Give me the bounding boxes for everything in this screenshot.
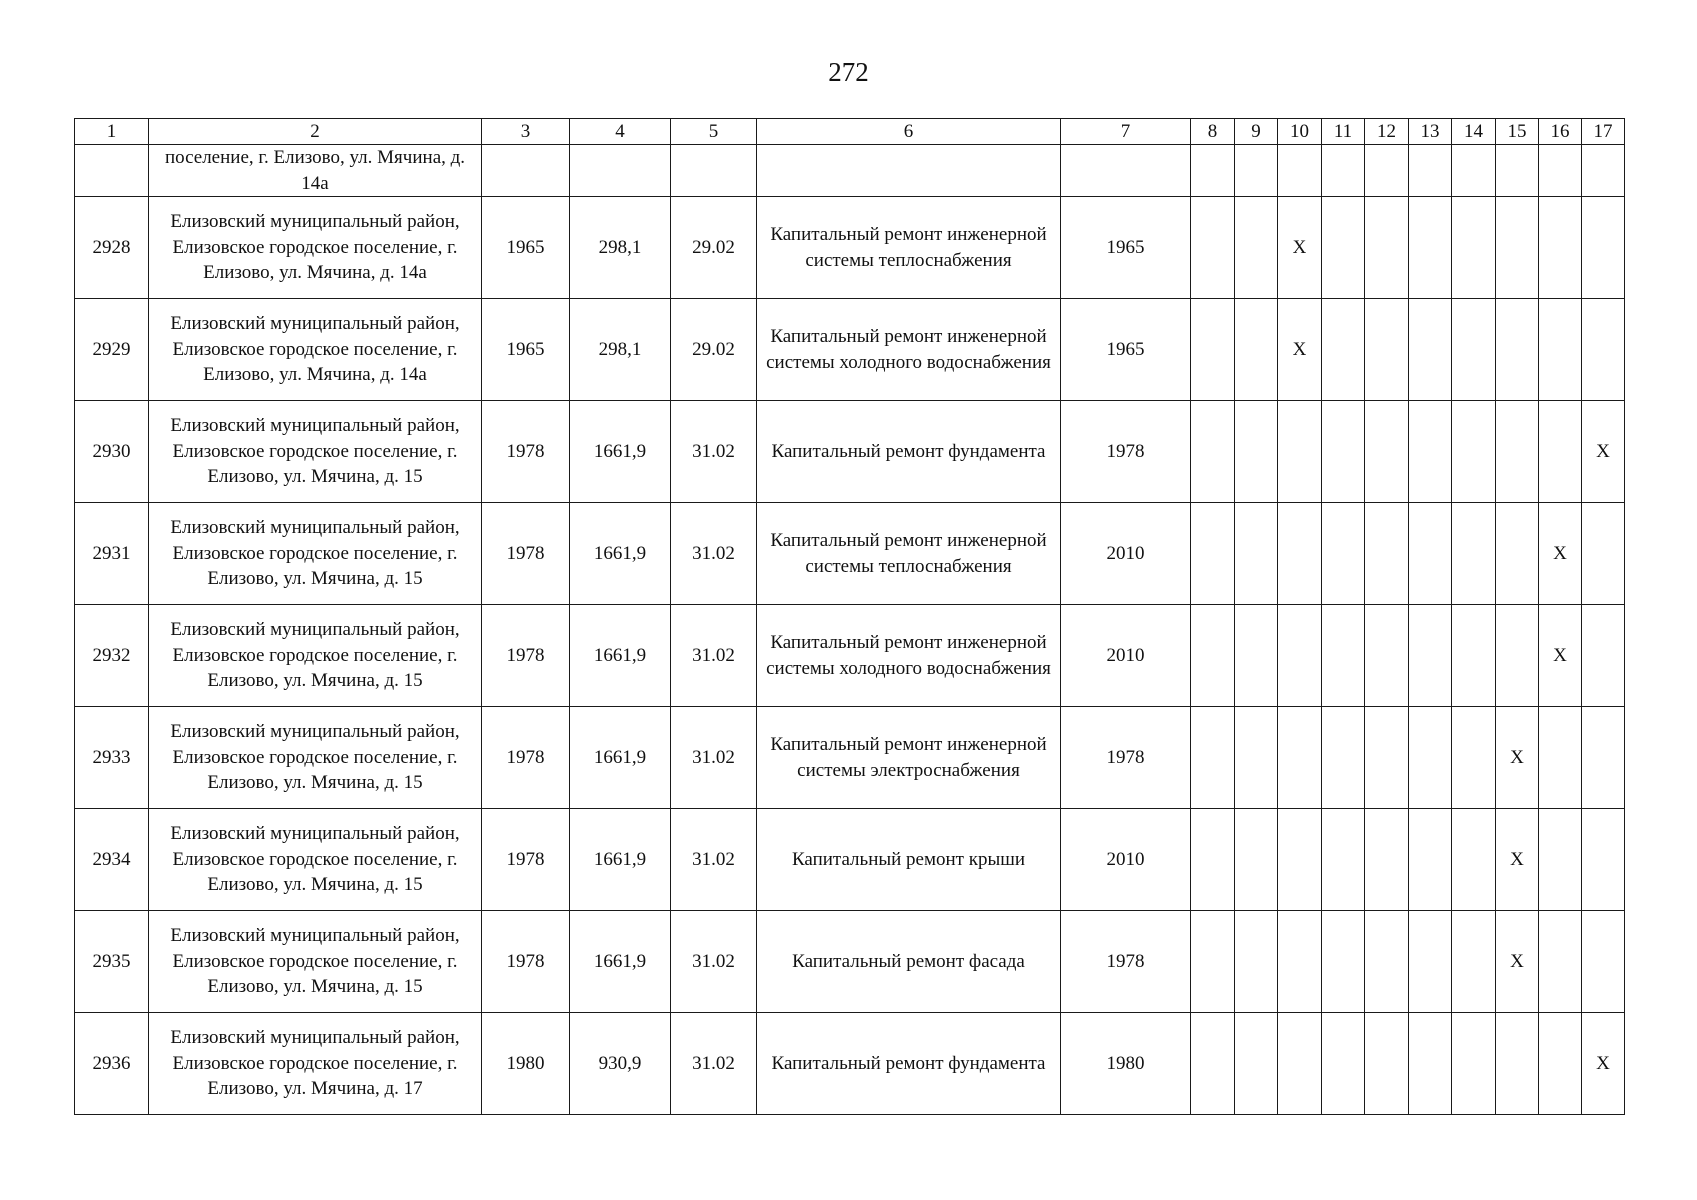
cell-mark <box>1278 809 1322 911</box>
cell-mark <box>1322 299 1365 401</box>
table-row <box>75 1013 1625 1115</box>
column-header-2: 2 <box>149 119 482 145</box>
cell-mark <box>1452 503 1496 605</box>
column-header-17: 17 <box>1582 119 1625 145</box>
cell-mark <box>1452 299 1496 401</box>
cell-mark <box>1235 809 1278 911</box>
cell-mark: X <box>1539 605 1582 707</box>
cell-address: поселение, г. Елизово, ул. Мячина, д. 14а <box>149 145 482 197</box>
cell-mark <box>1365 299 1409 401</box>
table-row <box>75 299 1625 401</box>
cell-mark <box>1365 911 1409 1013</box>
cell-num: 2936 <box>75 1013 149 1115</box>
cell-mark <box>1322 707 1365 809</box>
cell-mark <box>1235 197 1278 299</box>
cell-mark <box>1539 299 1582 401</box>
cell-mark <box>1409 605 1452 707</box>
cell-mark <box>1278 605 1322 707</box>
cell-year: 1965 <box>482 197 570 299</box>
column-header-6: 6 <box>757 119 1061 145</box>
cell-mark <box>1365 145 1409 197</box>
cell-mark <box>1452 707 1496 809</box>
cell-code: 31.02 <box>671 707 757 809</box>
cell-address: Елизовский муниципальный район, Елизовское городское поселение, г. Елизово, ул. Мячина, д. 14а <box>149 299 482 401</box>
cell-year: 1978 <box>482 503 570 605</box>
cell-year <box>482 145 570 197</box>
cell-mark <box>1582 197 1625 299</box>
cell-mark <box>1322 197 1365 299</box>
cell-mark <box>1191 605 1235 707</box>
cell-mark <box>1365 707 1409 809</box>
cell-mark <box>1365 197 1409 299</box>
cell-mark <box>1322 401 1365 503</box>
cell-num: 2928 <box>75 197 149 299</box>
column-header-9: 9 <box>1235 119 1278 145</box>
cell-mark <box>1235 707 1278 809</box>
cell-mark <box>1496 197 1539 299</box>
cell-area: 1661,9 <box>570 809 671 911</box>
cell-area: 930,9 <box>570 1013 671 1115</box>
column-header-3: 3 <box>482 119 570 145</box>
cell-mark: X <box>1582 1013 1625 1115</box>
cell-mark <box>1322 809 1365 911</box>
cell-mark <box>1409 401 1452 503</box>
column-header-5: 5 <box>671 119 757 145</box>
cell-area: 298,1 <box>570 299 671 401</box>
cell-address: Елизовский муниципальный район, Елизовское городское поселение, г. Елизово, ул. Мячина, д. 17 <box>149 1013 482 1115</box>
cell-mark <box>1322 503 1365 605</box>
cell-code: 31.02 <box>671 1013 757 1115</box>
table-row <box>75 809 1625 911</box>
cell-mark <box>1191 145 1235 197</box>
cell-area: 1661,9 <box>570 707 671 809</box>
cell-year2: 1965 <box>1061 299 1191 401</box>
cell-code: 31.02 <box>671 503 757 605</box>
cell-mark <box>1539 197 1582 299</box>
cell-address: Елизовский муниципальный район, Елизовское городское поселение, г. Елизово, ул. Мячина, д. 14а <box>149 197 482 299</box>
cell-work: Капитальный ремонт фундамента <box>757 1013 1061 1115</box>
column-header-15: 15 <box>1496 119 1539 145</box>
cell-code: 31.02 <box>671 809 757 911</box>
cell-mark <box>1452 401 1496 503</box>
cell-year: 1965 <box>482 299 570 401</box>
column-header-10: 10 <box>1278 119 1322 145</box>
cell-num: 2934 <box>75 809 149 911</box>
cell-mark <box>1365 605 1409 707</box>
cell-code: 31.02 <box>671 911 757 1013</box>
cell-mark <box>1539 707 1582 809</box>
cell-year: 1978 <box>482 401 570 503</box>
table-row <box>75 605 1625 707</box>
column-header-8: 8 <box>1191 119 1235 145</box>
cell-address: Елизовский муниципальный район, Елизовское городское поселение, г. Елизово, ул. Мячина, д. 15 <box>149 605 482 707</box>
cell-work: Капитальный ремонт крыши <box>757 809 1061 911</box>
cell-mark <box>1539 809 1582 911</box>
column-header-14: 14 <box>1452 119 1496 145</box>
column-header-13: 13 <box>1409 119 1452 145</box>
cell-mark: X <box>1278 197 1322 299</box>
cell-mark <box>1235 401 1278 503</box>
cell-work: Капитальный ремонт инженерной системы теплоснабжения <box>757 503 1061 605</box>
cell-mark <box>1496 401 1539 503</box>
cell-area: 1661,9 <box>570 503 671 605</box>
cell-mark <box>1539 1013 1582 1115</box>
column-header-1: 1 <box>75 119 149 145</box>
cell-mark <box>1582 605 1625 707</box>
cell-work: Капитальный ремонт инженерной системы электроснабжения <box>757 707 1061 809</box>
cell-mark <box>1278 707 1322 809</box>
cell-mark <box>1365 503 1409 605</box>
cell-mark <box>1409 707 1452 809</box>
cell-mark <box>1582 911 1625 1013</box>
cell-mark <box>1235 1013 1278 1115</box>
cell-year2: 2010 <box>1061 503 1191 605</box>
cell-code: 31.02 <box>671 605 757 707</box>
cell-mark <box>1235 299 1278 401</box>
cell-work: Капитальный ремонт фундамента <box>757 401 1061 503</box>
cell-num: 2932 <box>75 605 149 707</box>
cell-mark <box>1452 605 1496 707</box>
cell-mark <box>1322 145 1365 197</box>
header-row <box>75 119 1625 145</box>
cell-mark <box>1365 809 1409 911</box>
continuation-row <box>75 145 1625 197</box>
cell-year: 1978 <box>482 809 570 911</box>
cell-year2: 2010 <box>1061 605 1191 707</box>
cell-mark <box>1539 401 1582 503</box>
cell-year: 1978 <box>482 707 570 809</box>
cell-mark <box>1322 1013 1365 1115</box>
cell-mark <box>1582 503 1625 605</box>
cell-mark <box>1278 911 1322 1013</box>
column-header-12: 12 <box>1365 119 1409 145</box>
cell-code: 29.02 <box>671 299 757 401</box>
cell-code: 31.02 <box>671 401 757 503</box>
cell-mark <box>1539 145 1582 197</box>
cell-mark <box>1496 605 1539 707</box>
cell-mark: X <box>1539 503 1582 605</box>
cell-mark <box>1191 707 1235 809</box>
cell-mark <box>1191 299 1235 401</box>
column-header-11: 11 <box>1322 119 1365 145</box>
cell-year: 1978 <box>482 605 570 707</box>
cell-mark <box>1191 503 1235 605</box>
cell-mark <box>1452 911 1496 1013</box>
cell-num <box>75 145 149 197</box>
cell-mark <box>1496 299 1539 401</box>
cell-mark <box>1322 911 1365 1013</box>
cell-mark: X <box>1496 911 1539 1013</box>
cell-work: Капитальный ремонт инженерной системы теплоснабжения <box>757 197 1061 299</box>
cell-num: 2935 <box>75 911 149 1013</box>
table-row <box>75 707 1625 809</box>
cell-address: Елизовский муниципальный район, Елизовское городское поселение, г. Елизово, ул. Мячина, д. 15 <box>149 911 482 1013</box>
cell-mark <box>1409 145 1452 197</box>
cell-num: 2929 <box>75 299 149 401</box>
cell-mark <box>1191 401 1235 503</box>
cell-mark <box>1235 145 1278 197</box>
cell-address: Елизовский муниципальный район, Елизовское городское поселение, г. Елизово, ул. Мячина, д. 15 <box>149 809 482 911</box>
cell-num: 2933 <box>75 707 149 809</box>
cell-num: 2930 <box>75 401 149 503</box>
cell-work: Капитальный ремонт фасада <box>757 911 1061 1013</box>
cell-mark <box>1235 503 1278 605</box>
cell-mark <box>1409 911 1452 1013</box>
cell-year2 <box>1061 145 1191 197</box>
cell-address: Елизовский муниципальный район, Елизовское городское поселение, г. Елизово, ул. Мячина, д. 15 <box>149 503 482 605</box>
cell-area: 1661,9 <box>570 401 671 503</box>
cell-mark <box>1409 503 1452 605</box>
cell-work: Капитальный ремонт инженерной системы холодного водоснабжения <box>757 299 1061 401</box>
cell-area: 298,1 <box>570 197 671 299</box>
cell-mark <box>1452 809 1496 911</box>
cell-mark <box>1582 809 1625 911</box>
cell-mark <box>1191 911 1235 1013</box>
cell-year2: 1978 <box>1061 707 1191 809</box>
cell-mark <box>1496 145 1539 197</box>
cell-year2: 1965 <box>1061 197 1191 299</box>
cell-mark <box>1278 1013 1322 1115</box>
cell-mark <box>1409 809 1452 911</box>
cell-mark <box>1496 503 1539 605</box>
cell-mark <box>1409 299 1452 401</box>
table-row <box>75 911 1625 1013</box>
cell-year: 1978 <box>482 911 570 1013</box>
cell-code: 29.02 <box>671 197 757 299</box>
cell-address: Елизовский муниципальный район, Елизовское городское поселение, г. Елизово, ул. Мячина, д. 15 <box>149 401 482 503</box>
cell-mark <box>1539 911 1582 1013</box>
cell-year2: 1980 <box>1061 1013 1191 1115</box>
cell-work: Капитальный ремонт инженерной системы холодного водоснабжения <box>757 605 1061 707</box>
cell-year: 1980 <box>482 1013 570 1115</box>
cell-address: Елизовский муниципальный район, Елизовское городское поселение, г. Елизово, ул. Мячина, д. 15 <box>149 707 482 809</box>
column-header-16: 16 <box>1539 119 1582 145</box>
cell-year2: 1978 <box>1061 401 1191 503</box>
cell-mark <box>1278 503 1322 605</box>
cell-mark: X <box>1278 299 1322 401</box>
column-header-4: 4 <box>570 119 671 145</box>
cell-mark <box>1278 401 1322 503</box>
cell-mark <box>1191 809 1235 911</box>
table-row <box>75 197 1625 299</box>
cell-mark: X <box>1496 707 1539 809</box>
column-header-7: 7 <box>1061 119 1191 145</box>
cell-mark <box>1365 401 1409 503</box>
cell-code <box>671 145 757 197</box>
cell-mark <box>1235 605 1278 707</box>
cell-mark <box>1582 707 1625 809</box>
table-row <box>75 401 1625 503</box>
cell-year2: 1978 <box>1061 911 1191 1013</box>
cell-area: 1661,9 <box>570 911 671 1013</box>
registry-table <box>74 118 1625 1115</box>
cell-mark <box>1409 197 1452 299</box>
cell-mark <box>1191 1013 1235 1115</box>
table-row <box>75 503 1625 605</box>
cell-area <box>570 145 671 197</box>
cell-mark <box>1278 145 1322 197</box>
cell-mark <box>1452 197 1496 299</box>
cell-work <box>757 145 1061 197</box>
cell-mark <box>1582 145 1625 197</box>
cell-num: 2931 <box>75 503 149 605</box>
cell-mark <box>1582 299 1625 401</box>
cell-mark <box>1191 197 1235 299</box>
cell-mark <box>1322 605 1365 707</box>
cell-mark <box>1235 911 1278 1013</box>
cell-mark <box>1496 1013 1539 1115</box>
cell-mark: X <box>1582 401 1625 503</box>
cell-mark: X <box>1496 809 1539 911</box>
cell-mark <box>1452 1013 1496 1115</box>
cell-mark <box>1452 145 1496 197</box>
cell-mark <box>1365 1013 1409 1115</box>
page-number: 272 <box>828 57 869 87</box>
cell-year2: 2010 <box>1061 809 1191 911</box>
cell-mark <box>1409 1013 1452 1115</box>
cell-area: 1661,9 <box>570 605 671 707</box>
